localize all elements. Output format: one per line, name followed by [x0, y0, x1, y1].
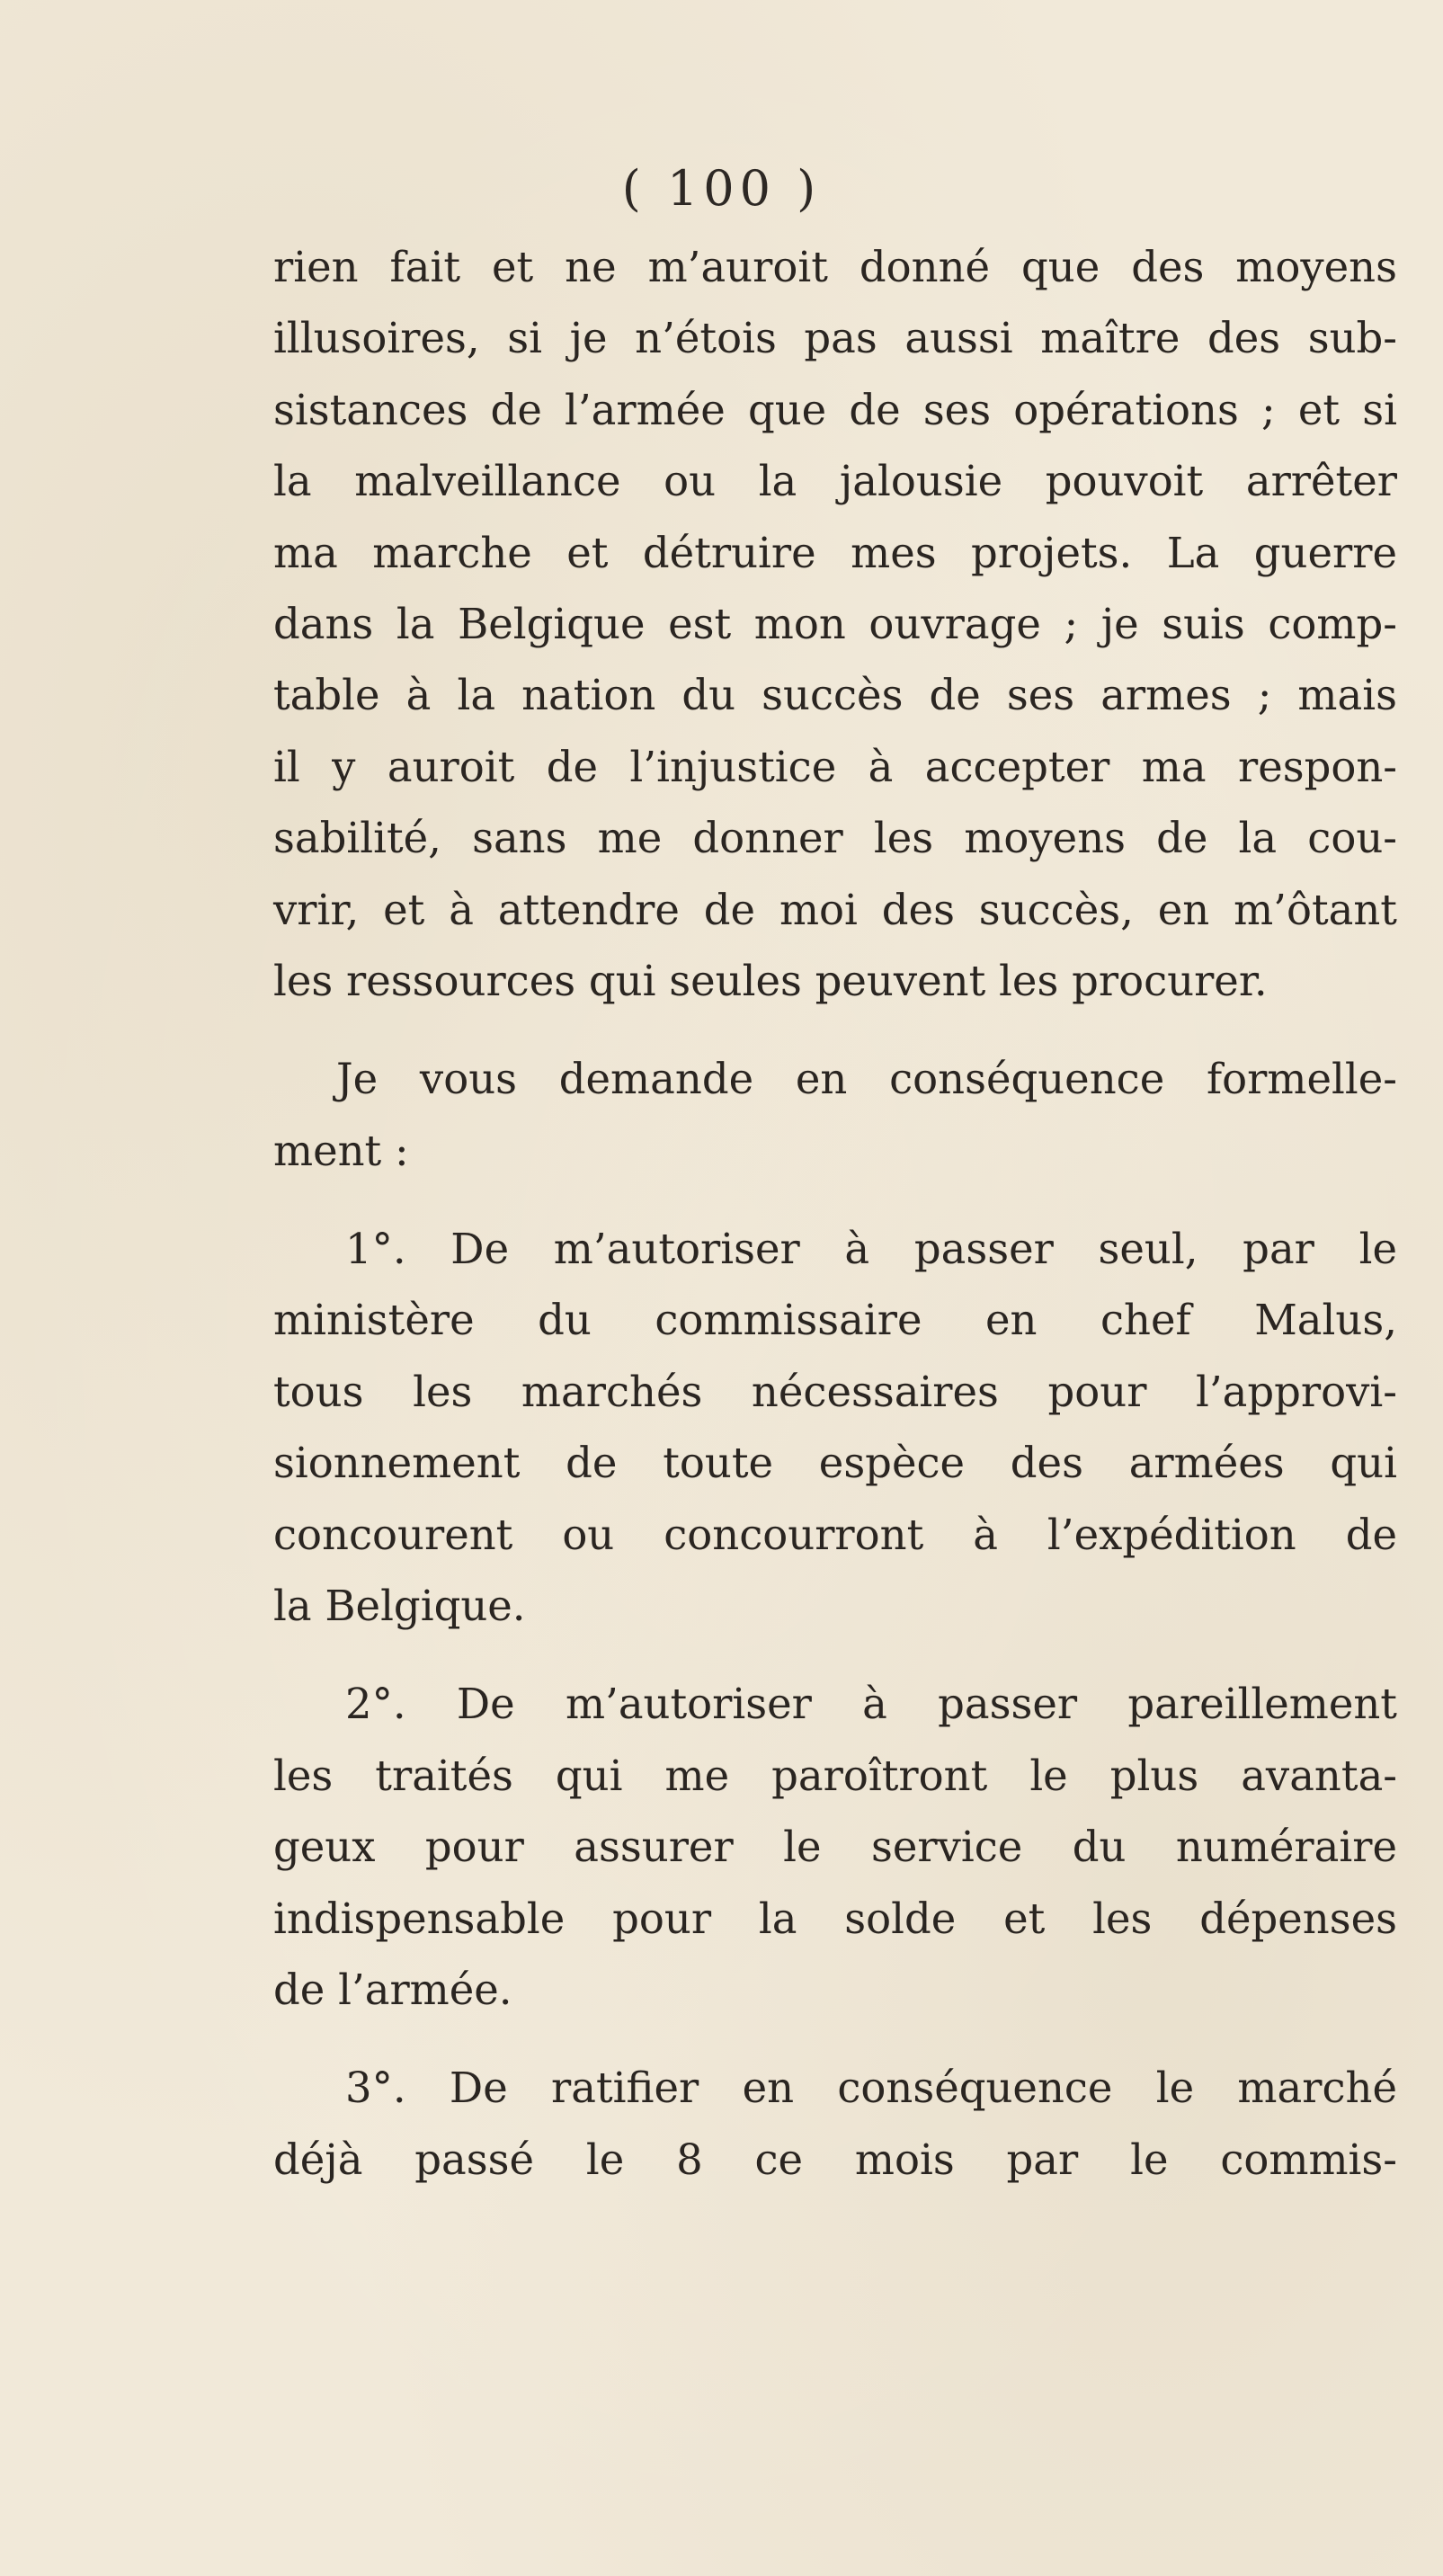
text-line: concourent ou concourront à l’expédition de: [273, 1510, 1397, 1559]
text-line: 2°. De m’autoriser à passer pareillement: [345, 1680, 1397, 1729]
text-line: ministère du commissaire en chef Malus,: [273, 1296, 1397, 1345]
page-number: ( 100 ): [621, 160, 822, 217]
text-line: de l’armée.: [273, 1965, 512, 2014]
text-line: déjà passé le 8 ce mois par le commis-: [273, 2135, 1397, 2184]
paragraph-gap: [273, 1187, 1397, 1214]
text-line: ma marche et détruire mes projets. La guerre: [273, 528, 1397, 577]
text-line: Je vous demande en conséquence formelle-: [336, 1055, 1397, 1104]
text-line: dans la Belgique est mon ouvrage ; je suis comp-: [273, 599, 1397, 648]
paragraph-gap: [273, 1642, 1397, 1669]
text-line: 3°. De ratifier en conséquence le marché: [345, 2063, 1397, 2113]
text-line: table à la nation du succès de ses armes ; mais: [273, 671, 1397, 720]
paragraph-gap: [273, 1017, 1397, 1044]
text-line: geux pour assurer le service du numéraire: [273, 1823, 1397, 1872]
text-line: les ressources qui seules peuvent les procurer.: [273, 956, 1268, 1005]
text-line: il y auroit de l’injustice à accepter ma respon-: [273, 742, 1397, 791]
text-line: la Belgique.: [273, 1582, 526, 1631]
text-line: sistances de l’armée que de ses opérations ; et si: [273, 385, 1397, 434]
text-line: sabilité, sans me donner les moyens de la cou-: [273, 814, 1397, 863]
text-line: vrir, et à attendre de moi des succès, en m’ôtant: [273, 885, 1397, 934]
text-line: la malveillance ou la jalousie pouvoit arrêter: [273, 457, 1397, 506]
text-line: indispensable pour la solde et les dépenses: [273, 1894, 1397, 1943]
text-line: tous les marchés nécessaires pour l’approvi-: [273, 1367, 1397, 1416]
text-line: ment :: [273, 1126, 409, 1175]
text-line: les traités qui me paroîtront le plus avanta-: [273, 1751, 1397, 1800]
paragraph-gap: [273, 2026, 1397, 2053]
text-line: 1°. De m’autoriser à passer seul, par le: [345, 1225, 1397, 1274]
text-line: rien fait et ne m’auroit donné que des moyens: [273, 243, 1397, 291]
body-text: [273, 232, 1397, 2196]
text-line: illusoires, si je n’étois pas aussi maître des sub-: [273, 314, 1397, 363]
text-line: sionnement de toute espèce des armées qui: [273, 1439, 1397, 1488]
